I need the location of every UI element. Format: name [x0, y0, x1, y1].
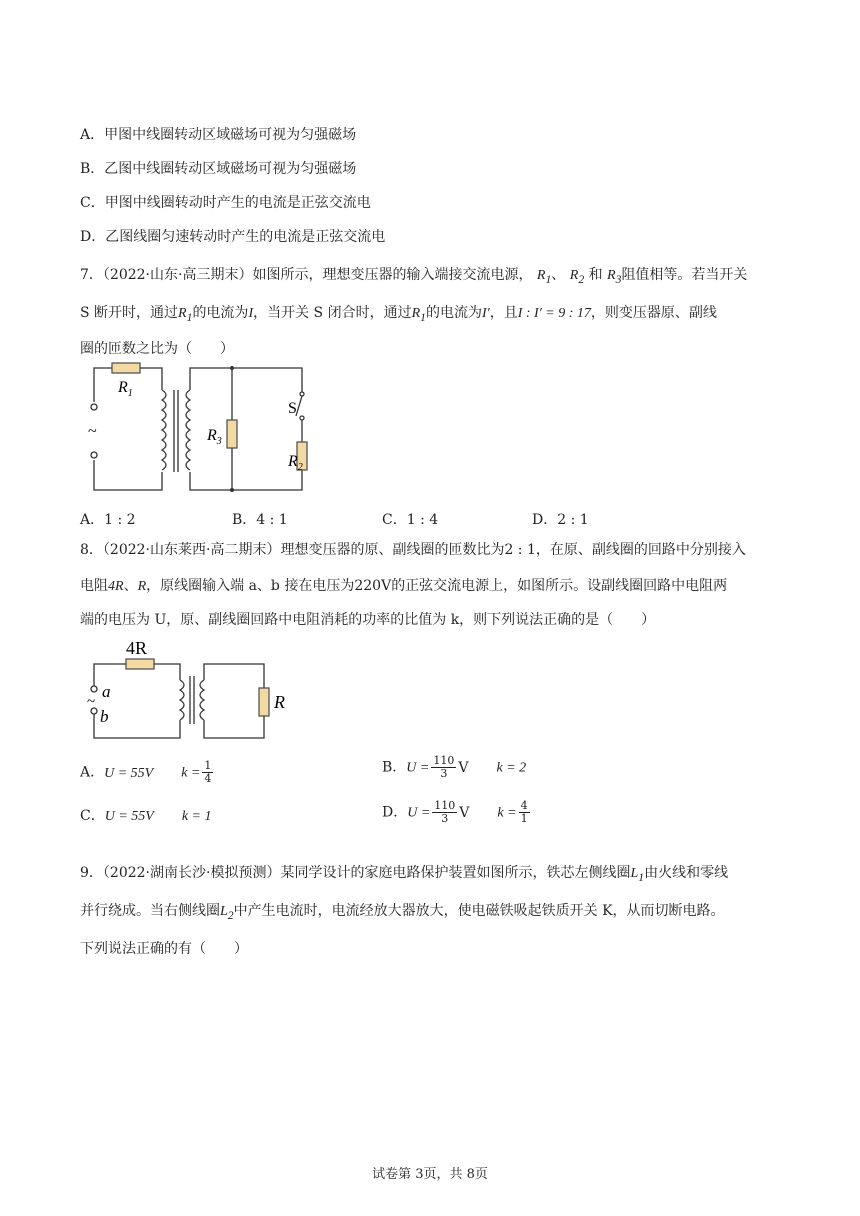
q8-option-a: A．U = 55V k = $\frac{1}{4}$ — [80, 759, 212, 785]
q9-number: 9． — [80, 865, 103, 881]
ac-source-symbol: ~ — [88, 423, 97, 440]
q6-option-b: B．乙图中线圈转动区域磁场可视为匀强磁场 — [80, 161, 357, 177]
page-footer: 试卷第 3页，共 8页 — [372, 1167, 488, 1182]
q8-text: 理想变压器的原、副线圈的匝数比为 — [280, 542, 505, 558]
q7-number: 7． — [80, 267, 103, 283]
q7-text: 的电流为 — [426, 305, 482, 321]
q8-text: 的正弦交流电源上，如图所示。设副线圈回路中电阻两 — [391, 578, 728, 594]
q8-line-2 — [80, 575, 727, 595]
q7-text-and: 和 — [588, 267, 603, 283]
r2-symbol: $R_2$ — [569, 268, 585, 286]
coil-l2-symbol: $L_2$ — [220, 904, 234, 922]
r3-symbol: $R_3$ — [607, 268, 622, 286]
q7-text: 如图所示，理想变压器的输入端接交流电源， — [252, 267, 533, 283]
q7-line-2 — [80, 302, 717, 324]
q9-text: 并行绕成。当右侧线圈 — [80, 903, 220, 919]
q9-source: （2022·湖南长沙·模拟预测） — [102, 865, 281, 881]
q7-text: ，则变压器原、副线 — [590, 305, 717, 321]
q7-text: 的电流为 — [192, 305, 249, 321]
q6-option-c: C．甲图中线圈转动时产生的电流是正弦交流电 — [80, 195, 371, 211]
q6-option-a: A．甲图中线圈转动区域磁场可视为匀强磁场 — [80, 127, 357, 143]
q7-circuit-diagram — [82, 360, 312, 500]
q7-option-c: C．1 : 4 — [382, 512, 439, 528]
current-i: I — [248, 306, 254, 321]
fraction-one-quarter: $\frac{1}{4}$ — [204, 759, 212, 785]
q9-text: 中产生电流时，电流经放大器放大，使电磁铁吸起铁质开关 K，从而切断电路。 — [233, 903, 725, 919]
q8-text: ，原线圈输入端 a、b 接在电压为 — [146, 578, 355, 594]
q7-line-3: 圈的匝数之比为（ ） — [80, 341, 234, 357]
resistor-4r: 4R — [108, 579, 124, 594]
q7-option-b: B．4 : 1 — [232, 512, 288, 528]
current-i-prime: I′ — [482, 306, 490, 321]
q7-text: ，当开关 S 闭合时，通过 — [253, 305, 412, 321]
q8-number: 8． — [80, 542, 103, 558]
q9-text: 由火线和零线 — [644, 865, 729, 881]
source-voltage: 220V — [354, 578, 392, 594]
q8-text: 电阻 — [80, 578, 108, 594]
q8-line-3: 端的电压为 U，原、副线圈回路中电阻消耗的功率的比值为 k，则下列说法正确的是（ ） — [80, 612, 656, 628]
q7-option-d: D．2 : 1 — [532, 512, 589, 528]
r1-symbol: $R_1$ — [536, 268, 552, 286]
coil-l1-symbol: $L_1$ — [630, 866, 645, 884]
q9-line-1 — [80, 862, 728, 884]
terminal-b-label: b — [100, 707, 109, 726]
resistor-r: R — [137, 579, 147, 594]
q6-option-d: D．乙图线圈匀速转动时产生的电流是正弦交流电 — [80, 229, 386, 245]
r1-symbol: $R_1$ — [411, 306, 426, 324]
r1-label: $R_1$ — [118, 379, 133, 399]
q7-option-a: A．1 : 2 — [80, 512, 136, 528]
r3-label: $R_3$ — [207, 427, 222, 447]
r1-symbol: $R_1$ — [178, 306, 193, 324]
turns-ratio: 2 : 1 — [504, 542, 536, 558]
q9-text: 某同学设计的家庭电路保护装置如图所示，铁芯左侧线圈 — [280, 865, 631, 881]
q8-line-1 — [80, 539, 746, 559]
switch-s-label: S — [288, 400, 297, 417]
q7-text: 阻值相等。若当开关 — [621, 267, 748, 283]
q9-line-2 — [80, 900, 725, 922]
terminal-a-label: a — [102, 682, 111, 701]
current-ratio: I : I′ = 9 : 17 — [517, 306, 591, 321]
resistor-r-label: R — [274, 692, 285, 712]
q7-source: （2022·山东·高三期末） — [102, 267, 253, 283]
fraction-4-over-1: $\frac{4}{1}$ — [520, 799, 528, 825]
q8-text: 、 — [123, 578, 138, 594]
fraction-110-over-3: $\frac{110}{3}$ — [433, 754, 455, 780]
q8-source: （2022·山东莱西·高二期末） — [102, 542, 281, 558]
r2-label: $R_2$ — [288, 453, 303, 473]
q8-text: ，在原、副线圈的回路中分别接入 — [535, 542, 746, 558]
q7-text: S 断开时，通过 — [80, 305, 179, 321]
fraction-110-over-3: $\frac{110}{3}$ — [434, 799, 456, 825]
q8-option-d: D．U = $\frac{110}{3}$ V k = $\frac{4}{1}$ — [382, 799, 528, 825]
q7-text: ，且 — [489, 305, 518, 321]
q7-line-1: 7．（2022·山东·高三期末）如图所示，理想变压器的输入端接交流电源， $R_1$、 $R_2$ 和 $R_3$阻值相等。若当开关 — [80, 267, 748, 286]
q8-option-b: B．U = $\frac{110}{3}$ V k = 2 — [382, 754, 527, 780]
ac-source-symbol: ~ — [87, 694, 96, 710]
q8-option-c: C．U = 55V k = 1 — [80, 808, 212, 824]
q9-line-3: 下列说法正确的有（ ） — [80, 941, 248, 957]
resistor-4r-label: 4R — [126, 638, 148, 658]
q8-circuit-diagram — [84, 636, 304, 744]
